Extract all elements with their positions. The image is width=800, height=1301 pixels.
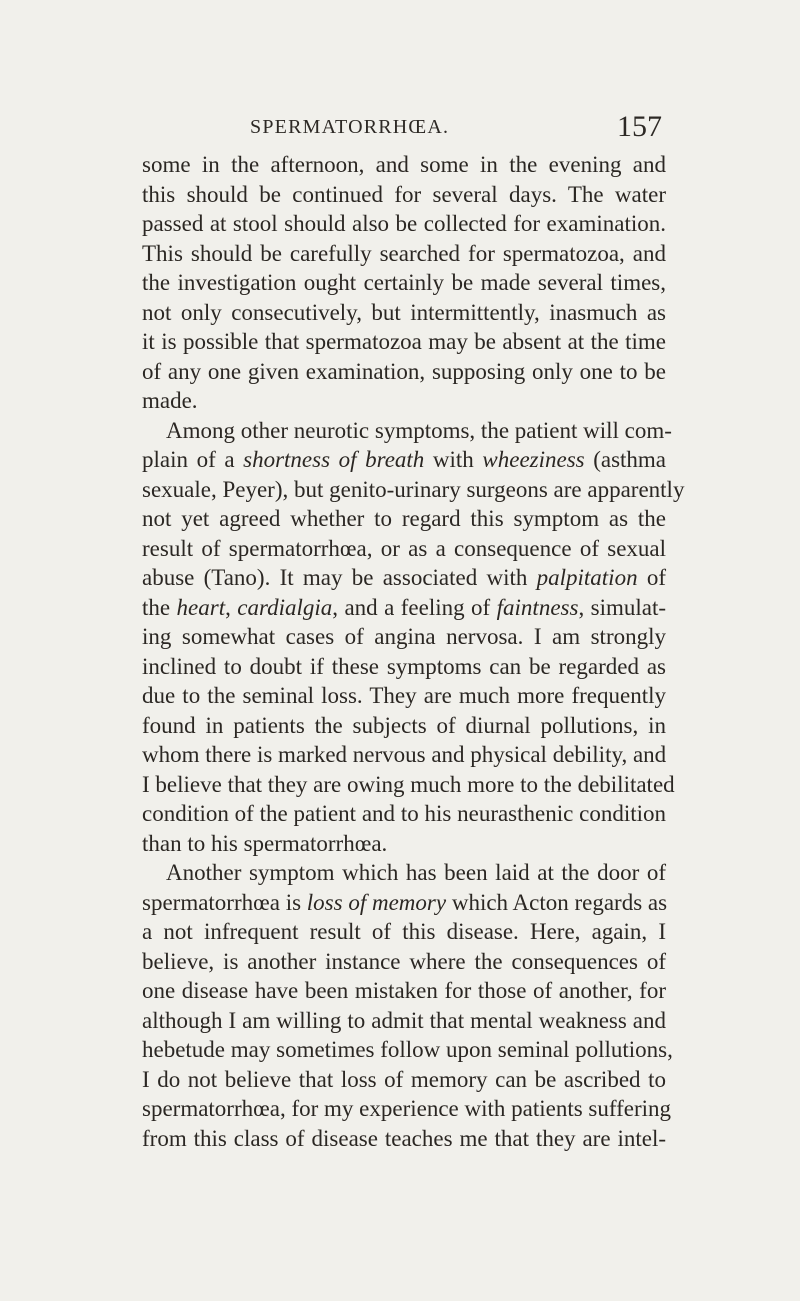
text-segment: from this class of disease teaches me that they are intel- [142, 1125, 666, 1151]
text-segment: Among other neurotic symptoms, the patient will com- [166, 417, 672, 443]
text-segment: result of spermatorrhœa, or as a consequence of sexual [142, 535, 666, 561]
text-line [142, 416, 672, 446]
text-line [142, 888, 666, 918]
italic-term: cardialgia [237, 594, 333, 620]
text-segment: , and a feeling of [332, 594, 497, 620]
text-line [142, 209, 666, 239]
text-line [142, 681, 666, 711]
text-segment: I believe that they are owing much more to the debilitated [142, 771, 675, 797]
running-title: SPERMATORRHŒA. [250, 116, 450, 138]
text-segment: a not infrequent result of this disease. Here, again, I [142, 919, 666, 944]
italic-term: loss of memory [306, 889, 447, 915]
text-segment: sexuale, Peyer), but genito-urinary surgeons are apparently [142, 476, 685, 502]
text-segment: ing somewhat cases of angina nervosa. I am strongly [142, 624, 666, 649]
text-segment: although I am willing to admit that mental weakness and [142, 1007, 666, 1033]
text-segment: made. [142, 388, 198, 413]
text-line [142, 327, 666, 357]
text-line [142, 770, 675, 800]
text-line [142, 652, 666, 682]
text-segment: spermatorrhœa is [142, 889, 307, 915]
text-line [142, 445, 666, 475]
text-segment: one disease have been mistaken for those of another, for [142, 978, 666, 1003]
text-line [142, 947, 666, 977]
text-line [142, 239, 666, 269]
text-segment: not only consecutively, but intermittently, inasmuch as [142, 299, 666, 325]
text-line [142, 711, 666, 741]
text-line [142, 386, 666, 416]
text-segment: passed at stool should also be collected for examination. [142, 211, 666, 236]
text-segment: condition of the patient and to his neurasthenic condition [142, 801, 666, 826]
text-line [142, 563, 666, 593]
text-segment: abuse (Tano). It may be associated with [142, 565, 537, 590]
text-segment: I do not believe that loss of memory can be ascribed to [142, 1066, 666, 1092]
text-line [142, 1065, 666, 1095]
text-line [142, 268, 666, 298]
text-segment: Another symptom which has been laid at the door of [166, 860, 666, 885]
text-segment: plain of a [142, 447, 244, 472]
page-header [142, 112, 662, 146]
text-line [142, 917, 666, 947]
text-line [142, 740, 666, 770]
text-segment: , simulat- [578, 594, 667, 620]
text-segment: spermatorrhœa, for my experience with patients suffering [142, 1096, 672, 1121]
text-segment: of any one given examination, supposing only one to be [142, 358, 666, 384]
text-segment: the [142, 594, 177, 620]
text-segment: of [637, 565, 666, 590]
italic-term: heart [176, 594, 226, 620]
text-segment: (asthma [584, 447, 667, 472]
text-line [142, 357, 666, 387]
italic-term: shortness of breath [243, 447, 425, 472]
text-line [142, 976, 666, 1006]
text-line [142, 504, 666, 534]
text-line [142, 298, 666, 328]
text-segment: with [424, 447, 483, 472]
text-line [142, 1094, 672, 1124]
text-line [142, 150, 666, 180]
text-segment: believe, is another instance where the consequences of [142, 948, 666, 974]
text-line [142, 1006, 666, 1036]
text-segment: some in the afternoon, and some in the evening and [142, 152, 666, 177]
text-segment: which Acton regards as [446, 889, 668, 915]
italic-term: palpitation [536, 565, 638, 590]
text-segment: This should be carefully searched for spermatozoa, and [142, 240, 666, 266]
text-line [142, 829, 666, 859]
text-segment: not yet agreed whether to regard this symptom as the [142, 506, 666, 531]
italic-term: wheeziness [482, 447, 585, 472]
text-line [142, 1124, 666, 1154]
text-segment: than to his spermatorrhœa. [142, 830, 388, 856]
italic-term: faintness [496, 594, 579, 620]
body-text [142, 150, 685, 1153]
text-line [142, 799, 666, 829]
page-number: 157 [617, 110, 662, 143]
text-line [142, 534, 666, 564]
text-segment: , [225, 594, 238, 620]
text-line [142, 475, 685, 505]
text-segment: found in patients the subjects of diurnal pollutions, in [142, 712, 666, 738]
text-line [142, 180, 666, 210]
text-segment: this should be continued for several days. The water [142, 181, 666, 207]
text-line [142, 593, 666, 623]
text-segment: due to the seminal loss. They are much more frequently [142, 683, 666, 708]
text-segment: the investigation ought certainly be made several times, [142, 270, 666, 295]
text-line [142, 622, 666, 652]
text-line [142, 1035, 673, 1065]
text-segment: inclined to doubt if these symptoms can be regarded as [142, 653, 666, 679]
text-segment: it is possible that spermatozoa may be absent at the time [142, 329, 666, 354]
text-segment: hebetude may sometimes follow upon seminal pollutions, [142, 1037, 673, 1062]
text-segment: whom there is marked nervous and physical debility, and [142, 742, 667, 767]
text-line [142, 858, 666, 888]
